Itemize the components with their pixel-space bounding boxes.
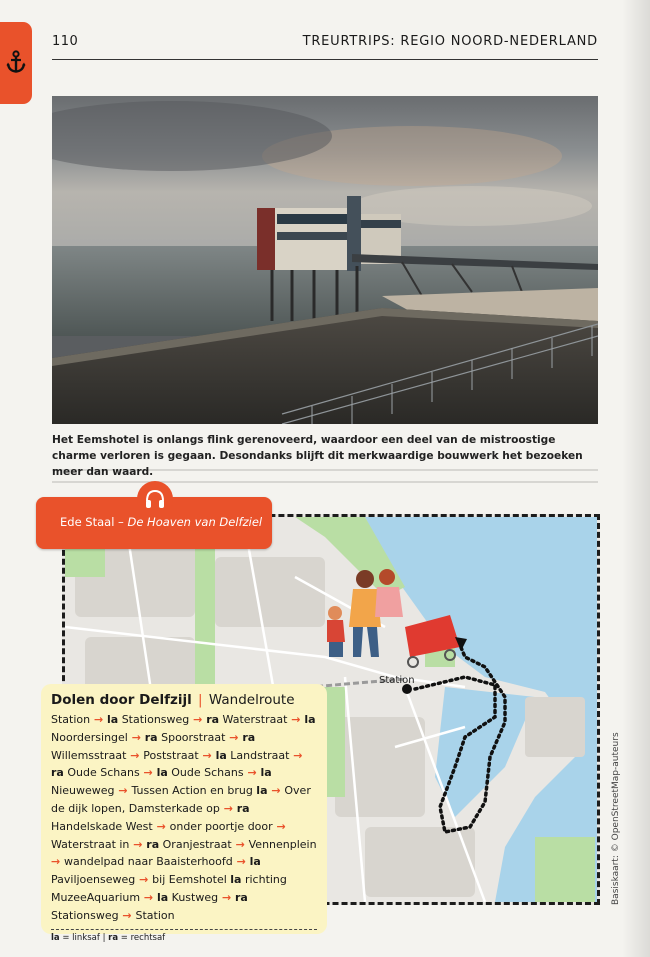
eemshotel-photo: [52, 96, 598, 424]
song-dash: –: [114, 515, 128, 529]
header-rule: [52, 59, 598, 60]
route-step: la Nieuweweg: [51, 766, 272, 798]
route-step: wandelpad naar Baaisterhoofd: [64, 855, 233, 869]
route-arrow: →: [267, 784, 285, 798]
song-author: Ede Staal: [60, 515, 115, 529]
route-step: ra Stationsweg: [51, 890, 248, 922]
route-arrow: →: [118, 908, 136, 922]
running-title: TREURTRIPS: REGIO NOORD-NEDERLAND: [302, 34, 598, 49]
song-title: De Hoaven van Delfziel: [127, 515, 263, 529]
route-step: ra Handelskade West: [51, 801, 250, 833]
route-arrow: →: [139, 766, 157, 780]
route-arrow: →: [272, 819, 286, 833]
route-arrow: →: [289, 748, 303, 762]
route-arrow: →: [126, 748, 144, 762]
route-step: la Landstraat: [215, 748, 290, 762]
route-arrow: →: [287, 713, 305, 726]
route-step: Station: [135, 908, 175, 922]
route-arrow: →: [232, 855, 250, 869]
route-arrow: →: [90, 713, 107, 726]
route-subtitle: Wandelroute: [208, 692, 295, 708]
route-arrow: →: [243, 766, 261, 780]
route-arrow: →: [198, 748, 216, 762]
route-step: Tussen Action en brug la: [131, 784, 268, 798]
legend-ra-abbr: ra: [108, 932, 119, 943]
badge-circle: [137, 481, 173, 517]
song-credit: [60, 515, 262, 529]
anchor-icon: [5, 50, 27, 78]
route-arrow: →: [231, 837, 249, 851]
route-step: la Kustweg: [156, 890, 219, 904]
route-step: ra Oude Schans: [51, 766, 140, 780]
map-credit: Basiskaart: © OpenStreetMap-auteurs: [611, 732, 621, 905]
legend-la-text: = linksaf: [62, 932, 100, 943]
page-number: 110: [52, 34, 79, 49]
route-arrow: →: [51, 855, 65, 869]
route-step: Station: [51, 713, 91, 726]
route-arrow: →: [152, 819, 170, 833]
route-title-line: [51, 692, 317, 708]
route-arrow: →: [127, 730, 145, 744]
page-edge-shadow: [622, 0, 650, 957]
route-step: la Noordersingel: [51, 713, 316, 744]
route-arrow: →: [225, 730, 243, 744]
route-step: Vennenplein: [248, 837, 317, 851]
route-step: bij Eemshotel la richting MuzeeAquarium: [51, 873, 287, 904]
chapter-tab: [0, 22, 32, 104]
route-step: Over de dijk lopen, Damsterkade op: [51, 784, 311, 815]
map-station-label: Station: [379, 675, 415, 686]
photo-caption: Het Eemshotel is onlangs flink gerenoveerd, waardoor een deel van de mistroostige charme verloren is gegaan. Desondanks blijft dit merkwaardige bouwwerk het bezoeken meer dan waard.: [52, 434, 583, 478]
route-description: [51, 711, 317, 925]
route-step: Waterstraat in: [51, 837, 130, 851]
route-arrow: →: [135, 873, 153, 887]
route-step: Poststraat: [143, 748, 199, 762]
route-title-separator: |: [198, 692, 203, 708]
legend-la-abbr: la: [51, 932, 60, 943]
route-legend: [51, 933, 317, 943]
route-step: la Stationsweg: [107, 713, 190, 726]
show-through-text: [52, 465, 598, 493]
route-step: la Paviljoenseweg: [51, 855, 261, 887]
route-step: onder poortje door: [169, 819, 273, 833]
route-arrow: →: [218, 890, 235, 904]
headphones-icon: [144, 488, 166, 510]
route-step: ra Oranjestraat: [146, 837, 232, 851]
route-arrow: →: [140, 890, 157, 904]
route-arrow: →: [189, 713, 207, 726]
route-arrow: →: [129, 837, 147, 851]
route-title: Dolen door Delfzijl: [51, 692, 192, 708]
route-box: [41, 684, 327, 943]
route-step: ra Spoorstraat: [144, 730, 226, 744]
route-arrow: →: [114, 784, 132, 798]
legend-ra-text: = rechtsaf: [120, 932, 166, 943]
route-step: la Oude Schans: [156, 766, 244, 780]
route-step: ra Waterstraat: [206, 713, 288, 726]
route-arrow: →: [219, 801, 237, 815]
legend-rule: [51, 929, 317, 930]
route-step: ra Willemsstraat: [51, 730, 256, 762]
legend-separator: |: [102, 932, 106, 943]
